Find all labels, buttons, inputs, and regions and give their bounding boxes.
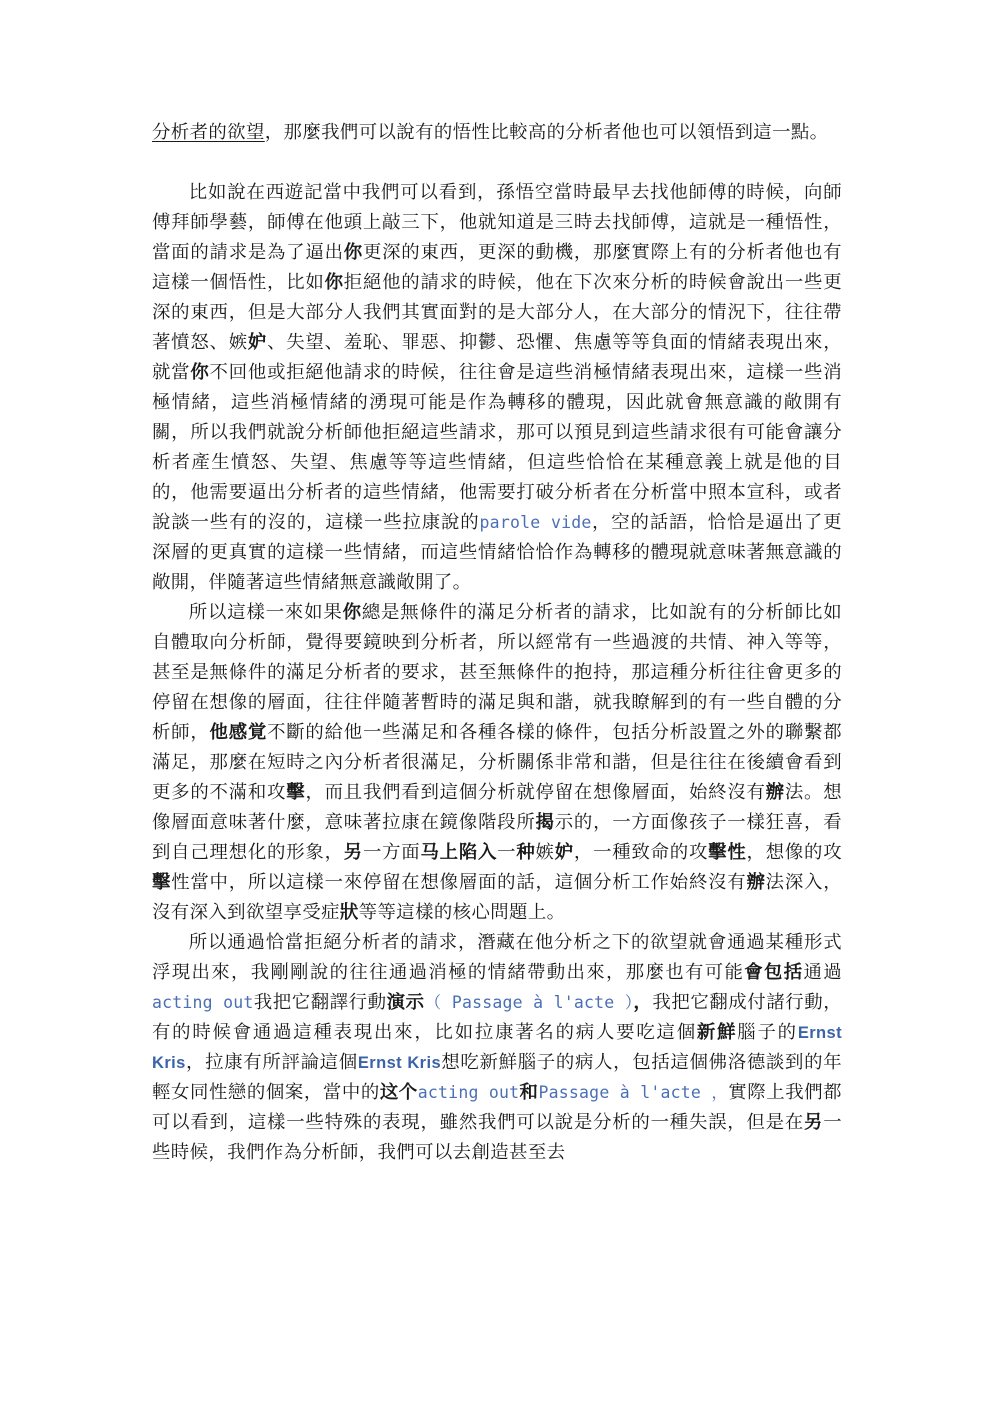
text-run: 所以這樣一來如果 (188, 602, 343, 623)
bold-char: 马上陷入 (420, 842, 498, 863)
bold-char: 和 (519, 1082, 539, 1103)
latin-name: Ernst Kris (357, 1054, 442, 1072)
text-run: 總是無條件的滿足分析者的請求，比如說有的分析師比如自體取向分析師，覺得要鏡映到分析者，所以經常有一些過渡的共情、神入等等，甚至是無條件的滿足分析者的要求，甚至無條件的抱持，那這種分析往往會更多的停留在想像的層面，往往伴隨著暫時的滿足與和諧，就我瞭解到的有一些自體的分析師， (152, 602, 842, 743)
text-run: 法。想像層面意味著什麼，意味著拉康在鏡像階段所 (152, 782, 843, 833)
bold-char: 种 (516, 842, 536, 863)
text-run: 比如說在西遊記當中我們可以看到，孫悟空當時最早去找他師傅的時候，向師傅拜師學藝，師傅在他頭上敲三下，他就知道是三時去找師傅，這就是一種悟性，當面的請求是為了逼出 (152, 182, 842, 263)
latin-term: acting out (417, 1083, 520, 1102)
latin-term: acting out (152, 993, 254, 1012)
text-run: 性當中，所以這樣一來停留在想像層面的話，這個分析工作始終沒有 (171, 872, 747, 893)
text-run: 示的，一方面像孩子一樣狂喜，看到自己理想化的形象， (152, 812, 842, 863)
text-run: 實際上我們都可以看到，這樣一些特殊的表現，雖然我們可以說是分析的一種失誤，但是在 (152, 1082, 842, 1133)
body-text (152, 118, 842, 1168)
bold-char: 你 (343, 242, 363, 263)
bold-char: 辦 (746, 872, 766, 893)
text-run: 法深入，沒有深入到欲望享受症 (152, 872, 842, 923)
bold-char: 另 (343, 842, 363, 863)
text-run: 通過 (803, 962, 842, 983)
text-run: 我把它翻譯行動 (253, 992, 387, 1013)
text-run: 我把它翻成付諸行動，有的時候會通過這種表現出來，比如拉康著名的病人要吃這個 (152, 992, 843, 1043)
latin-term: parole vide (479, 513, 592, 532)
bold-char: 另 (804, 1112, 824, 1133)
bold-char: 辦 (765, 782, 785, 803)
bold-char: 會包括 (744, 962, 804, 983)
text-run: ，一種致命的攻 (573, 842, 709, 863)
text-run: 更深的東西，更深的動機，那麼實際上有的分析者他也有這樣一個悟性，比如 (152, 242, 842, 293)
text-run: 一方面 (362, 842, 421, 863)
bold-char: 擊性 (708, 842, 747, 863)
text-run: 、失望、羞恥、罪惡、抑鬱、恐懼、焦慮等等負面的情緒表現出來，就當 (152, 332, 842, 383)
paragraph-2 (152, 178, 842, 598)
text-run: ，而且我們看到這個分析就停留在想像層面，始終沒有 (305, 782, 766, 803)
bold-char: 这个 (379, 1082, 418, 1103)
bold-char: 擊 (152, 872, 172, 893)
latin-term: Passage à l'acte ， (538, 1083, 729, 1102)
text-run: 不斷的給他一些滿足和各種各樣的條件，包括分析設置之外的聯繫都滿足，那麼在短時之內分析者很滿足，分析關係非常和諧，但是往往在後續會看到更多的不滿和攻 (152, 722, 842, 803)
bold-char: 你 (342, 602, 362, 623)
paragraph-3 (152, 598, 842, 928)
text-run: ，拉康有所評論這個 (185, 1052, 358, 1073)
bold-char: 狀 (339, 902, 359, 923)
bold-char: 妒 (554, 842, 574, 863)
paragraph-4 (152, 928, 842, 1168)
bold-char: 揭 (535, 812, 555, 833)
text-run: ，想像的攻 (746, 842, 843, 863)
text-run: 不回他或拒絕他請求的時候，往往會是這些消極情緒表現出來，這樣一些消極情緒，這些消極情緒的湧現可能是作為轉移的體現，因此就會無意識的敞開有關，所以我們就說分析師他拒絕這些請求，那可以預見到這些請求很有可能會讓分析者產生憤怒、失望、焦慮等等這些情緒，但這些恰恰在某種意義上就是他的目的，他需要逼出分析者的這些情緒，他需要打破分析者在分析當中照本宣科，或者說談一些有的沒的，這樣一些拉康說的 (152, 362, 842, 533)
bold-char: 演示 (386, 992, 425, 1013)
latin-term: （ Passage à l'acte ） (424, 993, 634, 1012)
bold-char: 擊 (286, 782, 306, 803)
latin-name: Ernst Kris (152, 1024, 842, 1072)
text-run: 等等這樣的核心問題上。 (358, 902, 566, 923)
text-run: 一 (497, 842, 517, 863)
bold-char: ， (633, 992, 653, 1013)
text-run: 嫉 (535, 842, 555, 863)
bold-char: 他感覚 (209, 722, 268, 743)
bold-char: 你 (324, 272, 344, 293)
bold-char: 你 (190, 362, 210, 383)
paragraph-1 (152, 118, 842, 148)
underlined-term: 分析者的欲望 (152, 122, 265, 143)
bold-char: 妒 (247, 332, 268, 353)
text-run: 拒絕他的請求的時候，他在下次來分析的時候會說出一些更深的東西，但是大部分人我們其實面對的是大部分人，在大部分的情況下，往往帶著憤怒、嫉 (152, 272, 842, 353)
text-run: 一些時候，我們作為分析師，我們可以去創造甚至去 (152, 1112, 842, 1163)
text-run: 想吃新鮮腦子的病人，包括這個佛洛德談到的年輕女同性戀的個案，當中的 (152, 1052, 843, 1103)
text-run: ，那麼我們可以說有的悟性比較高的分析者他也可以領悟到這一點。 (264, 122, 829, 143)
text-run: ，空的話語，恰恰是逼出了更深層的更真實的這樣一些情緒，而這些情緒恰恰作為轉移的體現就意味著無意識的敞開，伴隨著這些情緒無意識敞開了。 (152, 512, 842, 593)
text-run: 所以通過恰當拒絕分析者的請求，潛藏在他分析之下的欲望就會通過某種形式浮現出來，我剛剛說的往往通過消極的情緒帶動出來，那麼也有可能 (152, 932, 842, 983)
bold-char: 新鮮 (696, 1022, 738, 1043)
text-run: 腦子的 (737, 1022, 798, 1043)
